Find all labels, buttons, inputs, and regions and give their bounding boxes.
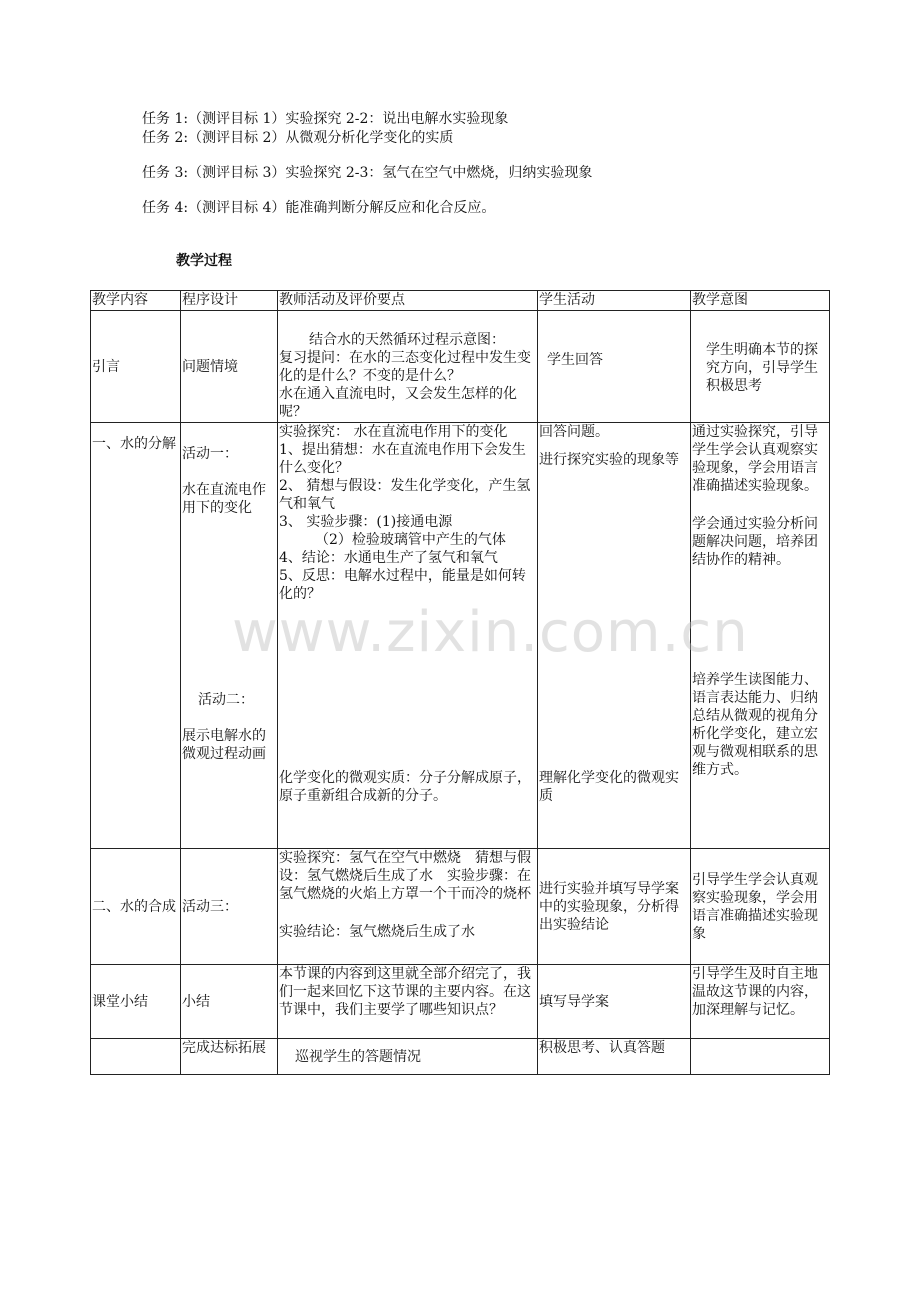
activity-1-desc: 水在直流电作用下的变化 [182,482,266,516]
activity-1-label: 活动一： [182,446,238,462]
intro-design: 问题情境 [181,311,278,423]
table-row-extension [91,1039,830,1075]
table-header-row [91,291,830,311]
header-content: 教学内容 [91,291,181,311]
decomp-teacher-bottom: 化学变化的微观实质：分子分解成原子，原子重新组合成新的分子。 [279,770,531,804]
decomp-student [538,423,691,849]
synth-content: 二、水的合成 [91,849,181,965]
intro-student [538,311,691,423]
decomp-content [91,423,181,849]
activity-2-desc: 展示电解水的微观过程动画 [182,728,266,762]
synth-design: 活动三： [181,849,278,965]
header-intent: 教学意图 [691,291,830,311]
table-row-intro [91,311,830,423]
teaching-process-table [90,290,830,1075]
summary-intent: 引导学生及时自主地温故这节课的内容，加深理解与记忆。 [691,965,830,1039]
task-2: 任务 2:（测评目标 2）从微观分析化学变化的实质 [142,130,454,146]
decomp-intent-para1: 通过实验探究，引导学生学会认真观察实验现象，学会用语言准确描述实验现象。 [692,424,818,494]
decomp-intent-bottom: 培养学生读图能力、语言表达能力、归纳总结从微观的视角分析化学变化，建立宏观与微观相联系的思维方式。 [692,672,818,778]
table-row-synthesis [91,849,830,965]
task-list [142,110,862,218]
task-4: 任务 4:（测评目标 4）能准确判断分解反应和化合反应。 [142,200,496,216]
decomp-teacher-line2: 1、提出猜想：水在直流电作用下会发生什么变化？ [279,442,526,476]
decomp-teacher-line7: 5、反思：电解水过程中，能量是如何转化的？ [279,568,526,602]
decomp-intent [691,423,830,849]
header-student: 学生活动 [538,291,691,311]
intro-student-text: 学生回答 [547,352,603,368]
extend-design: 完成达标拓展 [181,1039,278,1075]
extend-teacher [278,1039,538,1075]
intro-teacher-line3: 水在通入直流电时，又会发生怎样的化呢？ [279,386,517,420]
decomp-intent-para2: 学会通过实验分析问题解决问题，培养团结协作的精神。 [692,516,818,568]
decomp-student-bottom: 理解化学变化的微观实质 [539,770,679,804]
summary-content: 课堂小结 [91,965,181,1039]
section-heading: 教学过程 [176,253,232,269]
decomp-teacher [278,423,538,849]
decomp-content-text: 一、水的分解 [92,436,176,452]
decomp-design [181,423,278,849]
extend-intent [691,1039,830,1075]
intro-content: 引言 [91,311,181,423]
synth-teacher [278,849,538,965]
summary-design: 小结 [181,965,278,1039]
synth-student: 进行实验并填写导学案中的实验现象，分析得出实验结论 [538,849,691,965]
summary-teacher: 本节课的内容到这里就全部介绍完了，我们一起来回忆下这节课的主要内容。在这节课中，我们主要学了哪些知识点？ [278,965,538,1039]
decomp-teacher-line4: 3、 实验步骤：(1)接通电源 [279,514,453,530]
intro-intent [691,311,830,423]
extend-student: 积极思考、认真答题 [538,1039,691,1075]
task-1: 任务 1:（测评目标 1）实验探究 2-2：说出电解水实验现象 [142,111,509,127]
table-row-decomposition [91,423,830,849]
table-row-summary [91,965,830,1039]
synth-intent: 引导学生学会认真观察实验现象，学会用语言准确描述实验现象 [691,849,830,965]
decomp-teacher-line6: 4、结论：水通电生产了氢气和氧气 [279,550,498,566]
decomp-teacher-line5: （2）检验玻璃管中产生的气体 [315,532,506,548]
decomp-student-line1: 回答问题。 [539,424,609,440]
decomp-teacher-line1: 实验探究： 水在直流电作用下的变化 [279,424,508,440]
intro-teacher [278,311,538,423]
task-3: 任务 3:（测评目标 3）实验探究 2-3：氢气在空气中燃烧，归纳实验现象 [142,165,593,181]
synth-teacher-text: 实验探究：氢气在空气中燃烧 猜想与假设：氢气燃烧后生成了水 实验步骤：在氢气燃烧的火焰上方罩一个干而冷的烧杯 [279,850,531,902]
header-design: 程序设计 [181,291,278,311]
decomp-teacher-line3: 2、 猜想与假设：发生化学变化，产生氢气和氧气 [279,478,531,512]
intro-teacher-line2: 复习提问：在水的三态变化过程中发生变化的是什么？不变的是什么？ [279,350,531,384]
synth-teacher-conclusion: 实验结论：氢气燃烧后生成了水 [279,924,475,940]
decomp-student-line2: 进行探究实验的现象等 [539,452,679,468]
summary-student: 填写导学案 [538,965,691,1039]
extend-content [91,1039,181,1075]
intro-teacher-line1: 结合水的天然循环过程示意图： [309,332,505,348]
extend-teacher-text: 巡视学生的答题情况 [295,1048,421,1065]
intro-intent-text: 学生明确本节的探究方向，引导学生积极思考 [706,342,818,394]
activity-2-label: 活动二： [198,692,254,708]
watermark: www.zixin.com.cn [232,600,749,665]
header-teacher: 教师活动及评价要点 [278,291,538,311]
